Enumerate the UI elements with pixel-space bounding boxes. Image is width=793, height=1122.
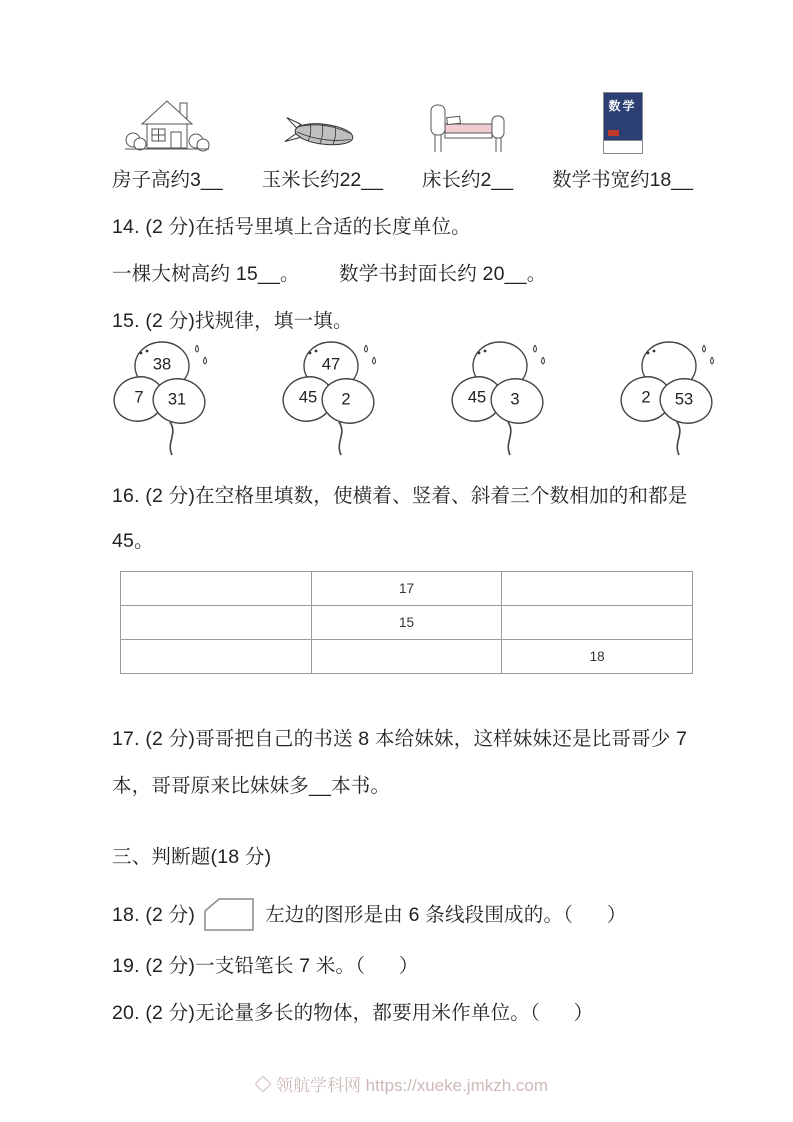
math-book-bottom-band — [604, 140, 642, 153]
clover-figure-2 — [281, 339, 381, 457]
grid-row — [121, 606, 693, 640]
question-15-line1: 15. (2 分)找规律，填一填。 — [112, 310, 353, 332]
section-3-title: 三、判断题(18 分) — [112, 846, 272, 868]
clover-pattern-row — [112, 339, 719, 457]
grid-cell — [121, 640, 312, 674]
clover-number-left: 7 — [134, 388, 144, 407]
question-19-line1: 19. (2 分)一支铅笔长 7 米。（ ） — [112, 955, 419, 977]
grid-cell — [311, 640, 502, 674]
clover-number-right: 31 — [167, 390, 187, 409]
grid-cell: 15 — [311, 606, 502, 640]
footer-text: 领航学科网 https://xueke.jmkzh.com — [275, 1076, 549, 1095]
unit-item-bed — [422, 86, 513, 192]
question-16-line2: 45。 — [112, 530, 154, 552]
footer-logo-icon — [254, 1075, 271, 1092]
corn-icon — [284, 114, 360, 154]
magic-square-grid — [120, 571, 693, 674]
grid-row — [121, 572, 693, 606]
math-book-title: 数学 — [608, 99, 637, 113]
question-17-line2: 本，哥哥原来比妹妹多__本书。 — [112, 775, 391, 797]
question-18 — [112, 895, 693, 935]
question-17-line1: 17. (2 分)哥哥把自己的书送 8 本给妹妹，这样妹妹还是比哥哥少 7 — [112, 728, 688, 750]
question-16-line1: 16. (2 分)在空格里填数，使横着、竖着、斜着三个数相加的和都是 — [112, 485, 688, 507]
corn-icon-box — [284, 86, 360, 154]
clover-figure-3 — [450, 339, 550, 457]
clover-number-right: 2 — [341, 390, 351, 409]
house-icon — [123, 94, 211, 154]
clover-number-top: 38 — [152, 355, 172, 374]
unit-label-corn: 玉米长约22__ — [261, 169, 383, 191]
math-book-icon — [603, 92, 643, 154]
unit-label-house: 房子高约3__ — [112, 169, 223, 191]
question-18-prefix: 18. (2 分) — [112, 903, 196, 926]
clover-icon — [619, 339, 719, 457]
grid-cell — [502, 572, 693, 606]
footer-watermark — [112, 1071, 693, 1122]
question-14-line1: 14. (2 分)在括号里填上合适的长度单位。 — [112, 216, 471, 238]
unit-label-bed: 床长约2__ — [422, 169, 514, 191]
bed-icon — [426, 100, 510, 154]
clover-number-left: 45 — [298, 388, 318, 407]
math-book-icon-box — [603, 86, 643, 154]
grid-cell — [121, 572, 312, 606]
grid-cell — [502, 606, 693, 640]
clover-number-right: 53 — [674, 390, 694, 409]
clover-icon — [450, 339, 550, 457]
unit-item-house — [112, 86, 223, 192]
house-icon-box — [123, 86, 211, 154]
clover-figure-1 — [112, 339, 212, 457]
math-book-logo-mark — [608, 130, 619, 136]
clover-figure-4 — [619, 339, 719, 457]
unit-item-math-book — [552, 86, 693, 192]
math-book-cover — [604, 93, 642, 140]
question-20-line1: 20. (2 分)无论量多长的物体，都要用米作单位。（ ） — [112, 1002, 594, 1024]
polygon-shape-icon — [199, 895, 259, 933]
grid-cell: 18 — [502, 640, 693, 674]
question-18-text: 左边的图形是由 6 条线段围成的。（ ） — [265, 903, 627, 926]
unit-item-corn — [262, 86, 383, 192]
question-14-line2: 一棵大树高约 15__。 数学书封面长约 20__。 — [112, 263, 547, 285]
length-unit-examples-row — [112, 86, 693, 192]
bed-icon-box — [426, 86, 510, 154]
clover-number-left: 2 — [641, 388, 651, 407]
grid-cell — [121, 606, 312, 640]
grid-row — [121, 640, 693, 674]
grid-cell: 17 — [311, 572, 502, 606]
clover-number-left: 45 — [467, 388, 487, 407]
unit-label-math-book: 数学书宽约18__ — [552, 169, 693, 191]
clover-number-right: 3 — [510, 390, 520, 409]
clover-number-top: 47 — [321, 355, 341, 374]
